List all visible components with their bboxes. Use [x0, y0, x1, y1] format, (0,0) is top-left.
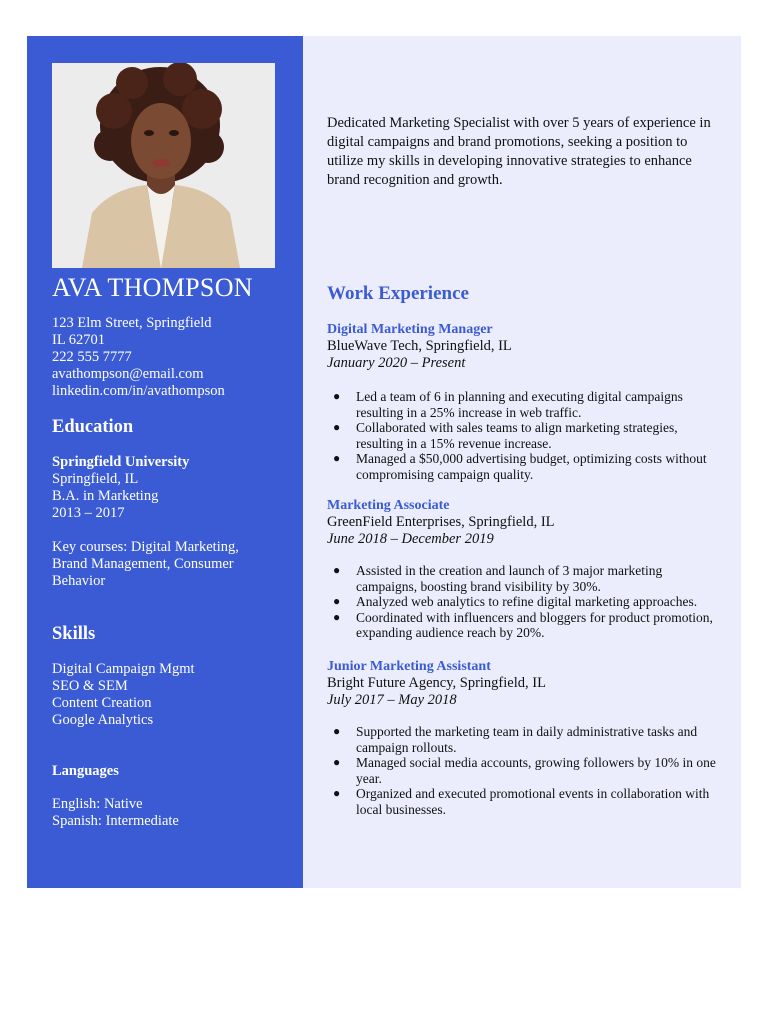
bullet-icon: ● — [333, 594, 341, 608]
contact-info — [52, 315, 225, 400]
job-bullets — [327, 389, 723, 482]
education-years: 2013 – 2017 — [52, 505, 125, 521]
skills-list — [52, 661, 195, 729]
degree: B.A. in Marketing — [52, 488, 159, 504]
job-entry — [327, 497, 723, 640]
bullet-text: Managed social media accounts, growing followers by 10% in one year. — [356, 755, 716, 786]
resume-sidebar — [27, 36, 303, 888]
languages-list — [52, 796, 179, 830]
bullet-text: Analyzed web analytics to refine digital marketing approaches. — [356, 594, 698, 609]
job-entry — [327, 658, 723, 817]
courses-line: Key courses: Digital Marketing, — [52, 539, 239, 555]
courses-line: Behavior — [52, 573, 106, 589]
address-line-2: IL 62701 — [52, 332, 106, 348]
portrait-illustration — [52, 63, 275, 268]
resume-main — [303, 36, 741, 888]
key-courses — [52, 539, 239, 590]
skill-item: Content Creation — [52, 695, 152, 711]
bullet-text: Organized and executed promotional events in collaboration with local businesses. — [356, 786, 710, 817]
work-experience-heading: Work Experience — [327, 283, 469, 304]
job-title: Marketing Associate — [327, 498, 450, 513]
job-bullet-item — [327, 786, 723, 817]
job-company: Bright Future Agency, Springfield, IL — [327, 675, 546, 691]
skill-item: Google Analytics — [52, 712, 154, 728]
email-address: avathompson@email.com — [52, 366, 204, 382]
bullet-icon: ● — [333, 609, 341, 624]
job-bullets — [327, 563, 723, 641]
bullet-text: Led a team of 6 in planning and executing digital campaigns resulting in a 25% increase in web traffic. — [356, 389, 683, 420]
education-details — [52, 454, 189, 522]
resume-page — [27, 36, 741, 888]
bullet-text: Supported the marketing team in daily administrative tasks and campaign rollouts. — [356, 724, 698, 755]
job-title: Digital Marketing Manager — [327, 322, 493, 337]
candidate-name: AVA THOMPSON — [52, 273, 253, 302]
job-dates: June 2018 – December 2019 — [327, 531, 494, 547]
job-bullet-item — [327, 420, 723, 451]
linkedin-url: linkedin.com/in/avathompson — [52, 383, 225, 399]
bullet-icon: ● — [333, 786, 341, 800]
bullet-icon: ● — [333, 563, 341, 577]
job-company: BlueWave Tech, Springfield, IL — [327, 338, 512, 354]
skill-item: Digital Campaign Mgmt — [52, 661, 195, 677]
languages-heading: Languages — [52, 763, 119, 779]
phone-number: 222 555 7777 — [52, 349, 132, 365]
bullet-icon: ● — [333, 420, 341, 434]
job-bullet-item — [327, 563, 723, 594]
bullet-icon: ● — [333, 724, 341, 738]
job-company: GreenField Enterprises, Springfield, IL — [327, 514, 555, 530]
bullet-icon: ● — [333, 389, 341, 403]
job-dates: July 2017 – May 2018 — [327, 692, 457, 708]
job-bullets — [327, 724, 723, 817]
courses-line: Brand Management, Consumer — [52, 556, 234, 572]
bullet-text: Collaborated with sales teams to align marketing strategies, resulting in a 15% revenue increase. — [356, 420, 678, 451]
bullet-text: Managed a $50,000 advertising budget, optimizing costs without compromising campaign quality. — [356, 451, 707, 482]
language-item: English: Native — [52, 796, 143, 812]
job-dates: January 2020 – Present — [327, 355, 466, 371]
job-title: Junior Marketing Assistant — [327, 659, 491, 674]
job-entry — [327, 321, 723, 482]
education-heading: Education — [52, 417, 134, 437]
job-bullet-item — [327, 610, 723, 641]
bullet-icon: ● — [333, 451, 341, 465]
language-item: Spanish: Intermediate — [52, 813, 179, 829]
address-line-1: 123 Elm Street, Springfield — [52, 315, 212, 331]
job-bullet-item — [327, 594, 723, 610]
job-bullet-item — [327, 451, 723, 482]
professional-summary: Dedicated Marketing Specialist with over 5 years of experience in digital campaigns and brand promotions, seeking a position to utilize my skills in developing innovative strategies to enhance brand recognition and growth. — [327, 115, 711, 188]
job-bullet-item — [327, 724, 723, 755]
skills-heading: Skills — [52, 624, 96, 644]
bullet-text: Coordinated with influencers and bloggers for product promotion, expanding audience reach by 20%. — [356, 609, 713, 640]
job-bullet-item — [327, 389, 723, 420]
skill-item: SEO & SEM — [52, 678, 128, 694]
bullet-text: Assisted in the creation and launch of 3 major marketing campaigns, boosting brand visibility by 30%. — [356, 563, 663, 594]
job-bullet-item — [327, 755, 723, 786]
profile-photo — [52, 63, 275, 268]
bullet-icon: ● — [333, 755, 341, 769]
school-name: Springfield University — [52, 454, 190, 470]
school-location: Springfield, IL — [52, 471, 139, 487]
